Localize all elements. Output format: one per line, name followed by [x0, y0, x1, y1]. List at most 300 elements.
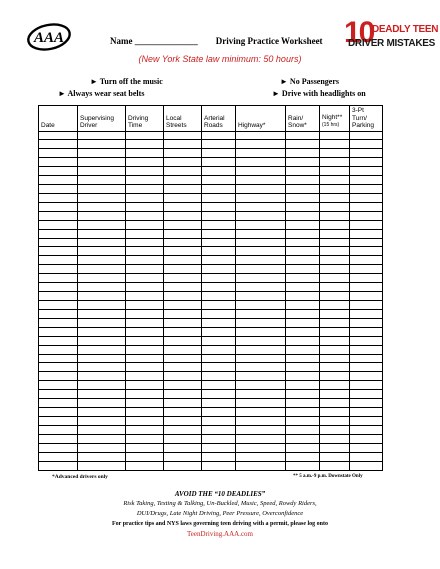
table-cell[interactable]: [286, 176, 320, 185]
table-cell[interactable]: [78, 185, 126, 194]
table-cell[interactable]: [78, 345, 126, 354]
table-cell[interactable]: [236, 408, 286, 417]
table-cell[interactable]: [202, 345, 236, 354]
table-cell[interactable]: [39, 301, 78, 310]
table-cell[interactable]: [126, 336, 164, 345]
table-cell[interactable]: [320, 202, 350, 211]
table-cell[interactable]: [39, 283, 78, 292]
table-cell[interactable]: [236, 131, 286, 140]
table-cell[interactable]: [286, 158, 320, 167]
table-cell[interactable]: [78, 256, 126, 265]
table-cell[interactable]: [236, 158, 286, 167]
table-cell[interactable]: [39, 220, 78, 229]
table-cell[interactable]: [286, 354, 320, 363]
table-cell[interactable]: [236, 309, 286, 318]
table-cell[interactable]: [202, 247, 236, 256]
table-cell[interactable]: [202, 149, 236, 158]
table-cell[interactable]: [350, 390, 383, 399]
table-cell[interactable]: [78, 372, 126, 381]
table-cell[interactable]: [236, 327, 286, 336]
table-cell[interactable]: [39, 149, 78, 158]
table-cell[interactable]: [350, 202, 383, 211]
table-cell[interactable]: [350, 354, 383, 363]
table-cell[interactable]: [350, 158, 383, 167]
table-cell[interactable]: [236, 336, 286, 345]
table-cell[interactable]: [126, 443, 164, 452]
table-cell[interactable]: [78, 220, 126, 229]
table-cell[interactable]: [202, 193, 236, 202]
table-cell[interactable]: [236, 301, 286, 310]
table-cell[interactable]: [78, 309, 126, 318]
table-cell[interactable]: [350, 434, 383, 443]
table-cell[interactable]: [126, 461, 164, 470]
table-cell[interactable]: [39, 425, 78, 434]
table-cell[interactable]: [39, 318, 78, 327]
name-field[interactable]: Name ______________: [110, 36, 198, 46]
table-cell[interactable]: [202, 229, 236, 238]
table-cell[interactable]: [78, 354, 126, 363]
table-cell[interactable]: [202, 238, 236, 247]
table-cell[interactable]: [236, 443, 286, 452]
table-cell[interactable]: [320, 443, 350, 452]
table-cell[interactable]: [320, 381, 350, 390]
table-cell[interactable]: [286, 372, 320, 381]
table-cell[interactable]: [286, 452, 320, 461]
table-cell[interactable]: [320, 417, 350, 426]
table-cell[interactable]: [286, 247, 320, 256]
table-cell[interactable]: [164, 372, 202, 381]
table-cell[interactable]: [164, 452, 202, 461]
table-cell[interactable]: [202, 390, 236, 399]
table-cell[interactable]: [126, 363, 164, 372]
table-cell[interactable]: [126, 176, 164, 185]
table-cell[interactable]: [286, 283, 320, 292]
table-cell[interactable]: [126, 131, 164, 140]
table-cell[interactable]: [320, 434, 350, 443]
table-cell[interactable]: [286, 301, 320, 310]
table-cell[interactable]: [78, 176, 126, 185]
table-cell[interactable]: [164, 140, 202, 149]
table-cell[interactable]: [320, 327, 350, 336]
table-cell[interactable]: [286, 149, 320, 158]
table-cell[interactable]: [126, 301, 164, 310]
table-cell[interactable]: [286, 274, 320, 283]
table-cell[interactable]: [39, 193, 78, 202]
table-cell[interactable]: [126, 220, 164, 229]
table-cell[interactable]: [78, 399, 126, 408]
table-cell[interactable]: [78, 292, 126, 301]
table-cell[interactable]: [78, 274, 126, 283]
table-cell[interactable]: [164, 309, 202, 318]
table-cell[interactable]: [320, 318, 350, 327]
table-cell[interactable]: [350, 372, 383, 381]
table-cell[interactable]: [202, 220, 236, 229]
table-cell[interactable]: [202, 301, 236, 310]
table-cell[interactable]: [126, 399, 164, 408]
table-cell[interactable]: [236, 417, 286, 426]
table-cell[interactable]: [236, 345, 286, 354]
table-cell[interactable]: [286, 185, 320, 194]
table-cell[interactable]: [39, 140, 78, 149]
table-cell[interactable]: [320, 292, 350, 301]
table-cell[interactable]: [202, 461, 236, 470]
table-cell[interactable]: [126, 167, 164, 176]
table-cell[interactable]: [350, 185, 383, 194]
table-cell[interactable]: [236, 238, 286, 247]
table-cell[interactable]: [286, 425, 320, 434]
table-cell[interactable]: [164, 283, 202, 292]
table-cell[interactable]: [350, 461, 383, 470]
table-cell[interactable]: [39, 247, 78, 256]
table-cell[interactable]: [126, 140, 164, 149]
table-cell[interactable]: [126, 390, 164, 399]
table-cell[interactable]: [286, 131, 320, 140]
table-cell[interactable]: [164, 354, 202, 363]
table-cell[interactable]: [78, 149, 126, 158]
table-cell[interactable]: [126, 292, 164, 301]
table-cell[interactable]: [164, 247, 202, 256]
table-cell[interactable]: [286, 399, 320, 408]
table-cell[interactable]: [39, 408, 78, 417]
table-cell[interactable]: [236, 283, 286, 292]
table-cell[interactable]: [286, 229, 320, 238]
table-cell[interactable]: [126, 434, 164, 443]
table-cell[interactable]: [320, 158, 350, 167]
table-cell[interactable]: [39, 211, 78, 220]
table-cell[interactable]: [286, 417, 320, 426]
table-cell[interactable]: [320, 461, 350, 470]
table-cell[interactable]: [320, 220, 350, 229]
table-cell[interactable]: [164, 193, 202, 202]
table-cell[interactable]: [78, 301, 126, 310]
table-cell[interactable]: [320, 193, 350, 202]
table-cell[interactable]: [202, 158, 236, 167]
table-cell[interactable]: [236, 425, 286, 434]
table-cell[interactable]: [236, 452, 286, 461]
table-cell[interactable]: [286, 336, 320, 345]
table-cell[interactable]: [126, 372, 164, 381]
table-cell[interactable]: [164, 211, 202, 220]
table-cell[interactable]: [202, 363, 236, 372]
table-cell[interactable]: [236, 363, 286, 372]
table-cell[interactable]: [164, 292, 202, 301]
table-cell[interactable]: [236, 140, 286, 149]
table-cell[interactable]: [164, 149, 202, 158]
table-cell[interactable]: [286, 408, 320, 417]
table-cell[interactable]: [286, 265, 320, 274]
table-cell[interactable]: [286, 202, 320, 211]
table-cell[interactable]: [202, 167, 236, 176]
table-cell[interactable]: [164, 390, 202, 399]
table-cell[interactable]: [286, 140, 320, 149]
table-cell[interactable]: [236, 193, 286, 202]
table-cell[interactable]: [164, 176, 202, 185]
table-cell[interactable]: [164, 256, 202, 265]
table-cell[interactable]: [164, 345, 202, 354]
table-cell[interactable]: [126, 345, 164, 354]
table-cell[interactable]: [202, 372, 236, 381]
table-cell[interactable]: [164, 131, 202, 140]
table-cell[interactable]: [126, 185, 164, 194]
table-cell[interactable]: [286, 345, 320, 354]
table-cell[interactable]: [39, 381, 78, 390]
table-cell[interactable]: [350, 256, 383, 265]
table-cell[interactable]: [350, 381, 383, 390]
table-cell[interactable]: [202, 336, 236, 345]
table-cell[interactable]: [164, 167, 202, 176]
table-cell[interactable]: [39, 363, 78, 372]
table-cell[interactable]: [126, 408, 164, 417]
table-cell[interactable]: [350, 363, 383, 372]
table-cell[interactable]: [320, 425, 350, 434]
table-cell[interactable]: [202, 256, 236, 265]
table-cell[interactable]: [236, 167, 286, 176]
table-cell[interactable]: [320, 363, 350, 372]
table-cell[interactable]: [202, 425, 236, 434]
table-cell[interactable]: [202, 283, 236, 292]
table-cell[interactable]: [202, 211, 236, 220]
table-cell[interactable]: [126, 283, 164, 292]
table-cell[interactable]: [78, 265, 126, 274]
table-cell[interactable]: [78, 327, 126, 336]
table-cell[interactable]: [39, 354, 78, 363]
table-cell[interactable]: [202, 131, 236, 140]
table-cell[interactable]: [350, 336, 383, 345]
table-cell[interactable]: [78, 247, 126, 256]
table-cell[interactable]: [320, 301, 350, 310]
table-cell[interactable]: [202, 274, 236, 283]
table-cell[interactable]: [126, 318, 164, 327]
table-cell[interactable]: [164, 185, 202, 194]
table-cell[interactable]: [320, 372, 350, 381]
table-cell[interactable]: [286, 256, 320, 265]
table-cell[interactable]: [320, 140, 350, 149]
table-cell[interactable]: [126, 381, 164, 390]
table-cell[interactable]: [78, 140, 126, 149]
table-cell[interactable]: [78, 238, 126, 247]
table-cell[interactable]: [126, 238, 164, 247]
table-cell[interactable]: [39, 336, 78, 345]
table-cell[interactable]: [39, 167, 78, 176]
table-cell[interactable]: [164, 229, 202, 238]
table-cell[interactable]: [126, 211, 164, 220]
table-cell[interactable]: [126, 417, 164, 426]
table-cell[interactable]: [320, 185, 350, 194]
table-cell[interactable]: [320, 336, 350, 345]
table-cell[interactable]: [164, 301, 202, 310]
table-cell[interactable]: [350, 283, 383, 292]
table-cell[interactable]: [320, 131, 350, 140]
table-cell[interactable]: [78, 229, 126, 238]
table-cell[interactable]: [236, 381, 286, 390]
table-cell[interactable]: [236, 274, 286, 283]
table-cell[interactable]: [78, 452, 126, 461]
teen-driving-link[interactable]: TeenDriving.AAA.com: [187, 530, 253, 538]
table-cell[interactable]: [320, 176, 350, 185]
table-cell[interactable]: [39, 265, 78, 274]
table-cell[interactable]: [164, 265, 202, 274]
table-cell[interactable]: [39, 185, 78, 194]
table-cell[interactable]: [236, 202, 286, 211]
table-cell[interactable]: [78, 131, 126, 140]
table-cell[interactable]: [320, 149, 350, 158]
table-cell[interactable]: [350, 327, 383, 336]
table-cell[interactable]: [164, 158, 202, 167]
table-cell[interactable]: [236, 399, 286, 408]
table-cell[interactable]: [164, 274, 202, 283]
table-cell[interactable]: [126, 327, 164, 336]
table-cell[interactable]: [164, 238, 202, 247]
table-cell[interactable]: [236, 318, 286, 327]
table-cell[interactable]: [236, 354, 286, 363]
table-cell[interactable]: [350, 408, 383, 417]
table-cell[interactable]: [286, 318, 320, 327]
table-cell[interactable]: [39, 309, 78, 318]
table-cell[interactable]: [350, 176, 383, 185]
table-cell[interactable]: [236, 220, 286, 229]
table-cell[interactable]: [39, 443, 78, 452]
table-cell[interactable]: [320, 238, 350, 247]
table-cell[interactable]: [126, 425, 164, 434]
table-cell[interactable]: [350, 274, 383, 283]
table-cell[interactable]: [320, 399, 350, 408]
table-cell[interactable]: [286, 363, 320, 372]
table-cell[interactable]: [126, 265, 164, 274]
table-cell[interactable]: [236, 461, 286, 470]
table-cell[interactable]: [286, 193, 320, 202]
table-cell[interactable]: [202, 202, 236, 211]
table-cell[interactable]: [39, 417, 78, 426]
table-cell[interactable]: [78, 408, 126, 417]
table-cell[interactable]: [320, 345, 350, 354]
table-cell[interactable]: [78, 211, 126, 220]
table-cell[interactable]: [236, 176, 286, 185]
table-cell[interactable]: [320, 354, 350, 363]
table-cell[interactable]: [350, 345, 383, 354]
table-cell[interactable]: [78, 363, 126, 372]
table-cell[interactable]: [39, 390, 78, 399]
table-cell[interactable]: [236, 292, 286, 301]
table-cell[interactable]: [78, 390, 126, 399]
table-cell[interactable]: [236, 211, 286, 220]
table-cell[interactable]: [286, 292, 320, 301]
table-cell[interactable]: [202, 140, 236, 149]
table-cell[interactable]: [202, 318, 236, 327]
table-cell[interactable]: [350, 211, 383, 220]
table-cell[interactable]: [350, 220, 383, 229]
table-cell[interactable]: [39, 202, 78, 211]
table-cell[interactable]: [78, 417, 126, 426]
table-cell[interactable]: [320, 229, 350, 238]
table-cell[interactable]: [236, 372, 286, 381]
table-cell[interactable]: [236, 247, 286, 256]
table-cell[interactable]: [350, 238, 383, 247]
table-cell[interactable]: [320, 408, 350, 417]
table-cell[interactable]: [350, 301, 383, 310]
table-cell[interactable]: [126, 452, 164, 461]
table-cell[interactable]: [164, 417, 202, 426]
table-cell[interactable]: [126, 158, 164, 167]
table-cell[interactable]: [350, 193, 383, 202]
table-cell[interactable]: [350, 292, 383, 301]
table-cell[interactable]: [320, 283, 350, 292]
table-cell[interactable]: [78, 158, 126, 167]
table-cell[interactable]: [164, 327, 202, 336]
table-cell[interactable]: [320, 256, 350, 265]
table-cell[interactable]: [39, 158, 78, 167]
table-cell[interactable]: [350, 247, 383, 256]
table-cell[interactable]: [126, 202, 164, 211]
table-cell[interactable]: [320, 167, 350, 176]
table-cell[interactable]: [350, 309, 383, 318]
table-cell[interactable]: [126, 193, 164, 202]
table-cell[interactable]: [126, 309, 164, 318]
table-cell[interactable]: [126, 256, 164, 265]
table-cell[interactable]: [202, 309, 236, 318]
table-cell[interactable]: [202, 381, 236, 390]
table-cell[interactable]: [286, 443, 320, 452]
table-cell[interactable]: [39, 292, 78, 301]
table-cell[interactable]: [286, 238, 320, 247]
table-cell[interactable]: [39, 327, 78, 336]
table-cell[interactable]: [164, 434, 202, 443]
table-cell[interactable]: [350, 149, 383, 158]
table-cell[interactable]: [126, 149, 164, 158]
table-cell[interactable]: [78, 336, 126, 345]
table-cell[interactable]: [202, 417, 236, 426]
table-cell[interactable]: [39, 131, 78, 140]
table-cell[interactable]: [286, 327, 320, 336]
table-cell[interactable]: [350, 452, 383, 461]
table-cell[interactable]: [164, 425, 202, 434]
table-cell[interactable]: [78, 434, 126, 443]
table-cell[interactable]: [236, 185, 286, 194]
table-cell[interactable]: [320, 265, 350, 274]
table-cell[interactable]: [286, 390, 320, 399]
table-cell[interactable]: [202, 176, 236, 185]
table-cell[interactable]: [350, 229, 383, 238]
table-cell[interactable]: [202, 292, 236, 301]
table-cell[interactable]: [236, 256, 286, 265]
table-cell[interactable]: [78, 461, 126, 470]
table-cell[interactable]: [39, 256, 78, 265]
table-cell[interactable]: [78, 381, 126, 390]
table-cell[interactable]: [126, 247, 164, 256]
table-cell[interactable]: [202, 434, 236, 443]
table-cell[interactable]: [39, 434, 78, 443]
table-cell[interactable]: [126, 354, 164, 363]
table-cell[interactable]: [350, 425, 383, 434]
table-cell[interactable]: [286, 461, 320, 470]
table-cell[interactable]: [236, 149, 286, 158]
table-cell[interactable]: [78, 167, 126, 176]
table-cell[interactable]: [39, 345, 78, 354]
table-cell[interactable]: [202, 408, 236, 417]
table-cell[interactable]: [236, 229, 286, 238]
table-cell[interactable]: [320, 274, 350, 283]
table-cell[interactable]: [164, 318, 202, 327]
table-cell[interactable]: [202, 399, 236, 408]
table-cell[interactable]: [39, 274, 78, 283]
table-cell[interactable]: [164, 461, 202, 470]
table-cell[interactable]: [39, 452, 78, 461]
table-cell[interactable]: [39, 372, 78, 381]
table-cell[interactable]: [78, 202, 126, 211]
table-cell[interactable]: [202, 452, 236, 461]
table-cell[interactable]: [202, 354, 236, 363]
table-cell[interactable]: [78, 193, 126, 202]
table-cell[interactable]: [164, 443, 202, 452]
